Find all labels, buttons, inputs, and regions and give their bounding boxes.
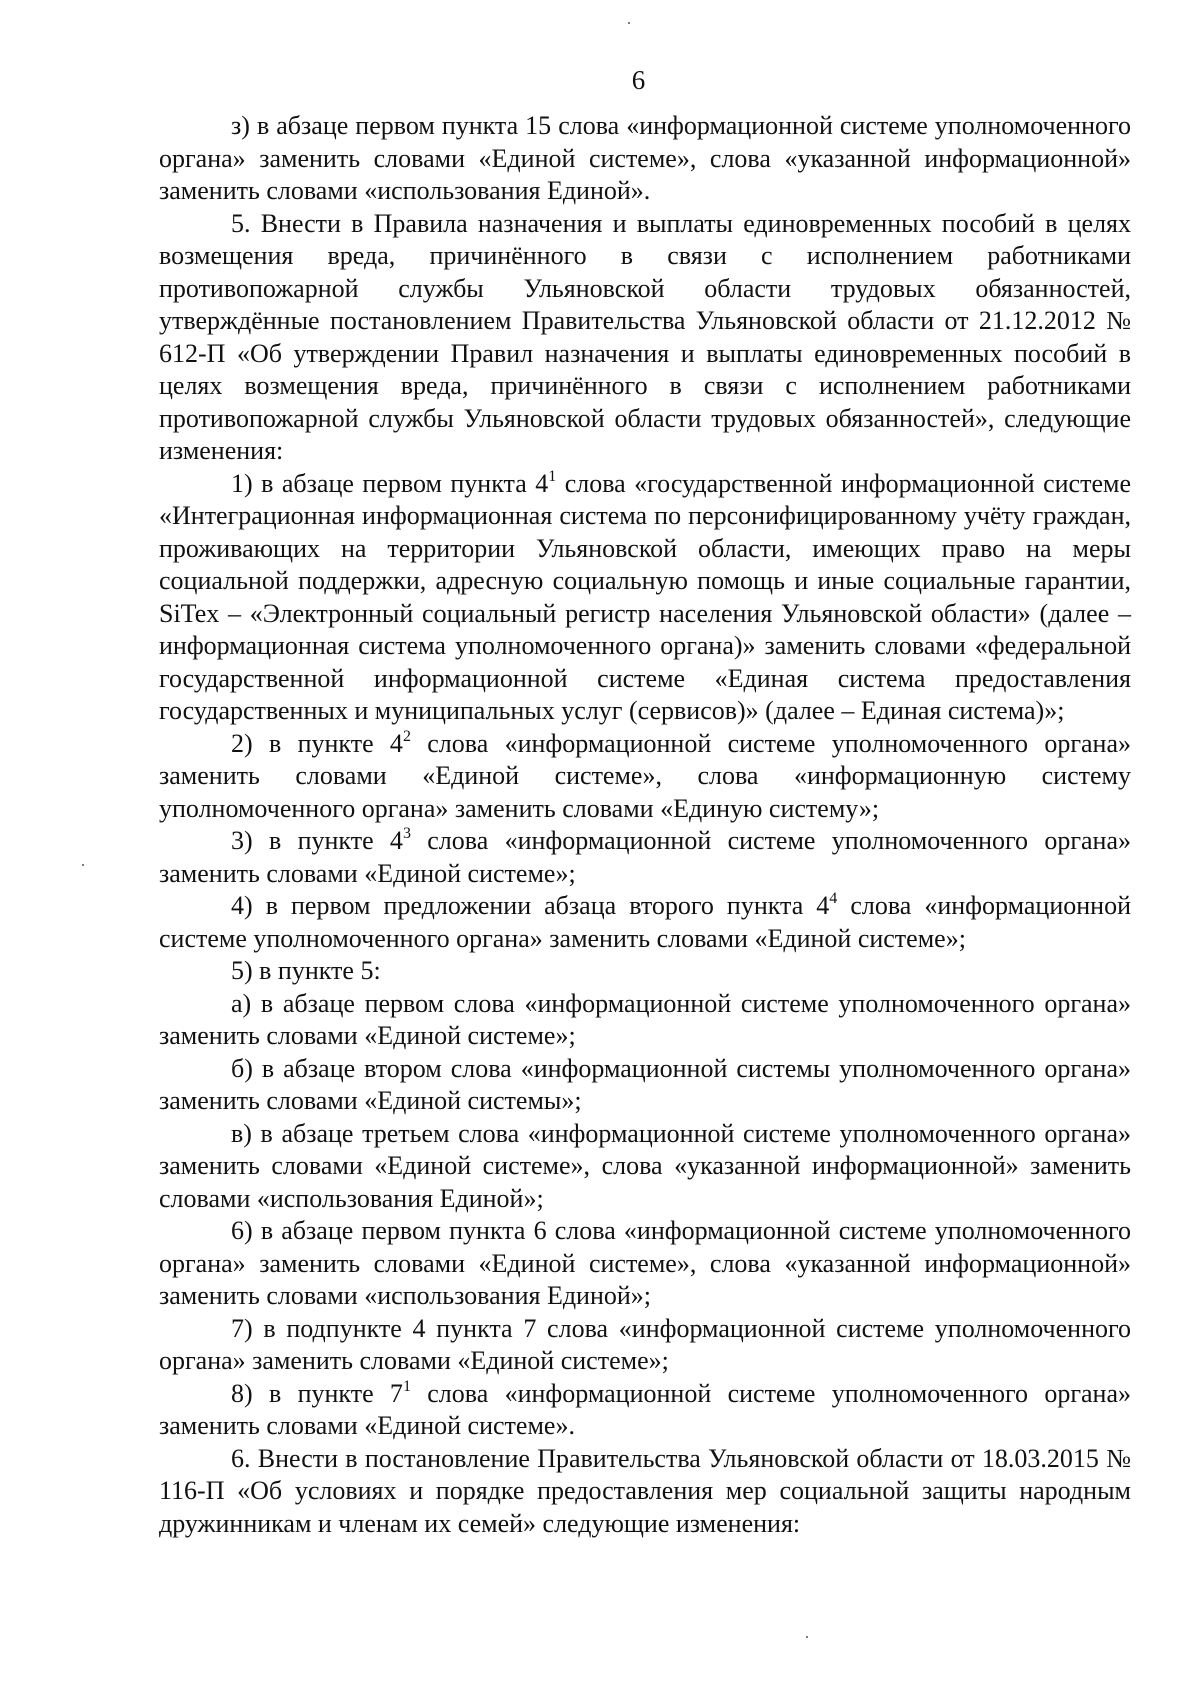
- paragraph-text: слова «информационной системе уполномоченного органа» заменить словами «Единой системе»;: [159, 891, 1131, 953]
- paragraph-text: 6. Внести в постановление Правительства Ульяновской области от 18.03.2015 № 116-П «Об условиях и порядке предоставления мер социальной защиты народным дружинникам и членам их семей» следующие изменения:: [159, 1443, 1131, 1538]
- paragraph-text: 7) в подпункте 4 пункта 7 слова «информационной системе уполномоченного органа» заменить словами «Единой системе»;: [159, 1313, 1131, 1375]
- paragraph: [159, 988, 1131, 1053]
- paragraph: [159, 1313, 1131, 1378]
- page-number: 6: [631, 65, 646, 95]
- paragraph: [159, 955, 1131, 988]
- paragraph-text: 2) в пункте 4: [231, 728, 403, 758]
- document-body: [159, 110, 1131, 1540]
- scan-speck: [806, 1636, 808, 1638]
- paragraph: [159, 1215, 1131, 1313]
- scan-speck: [82, 864, 84, 866]
- paragraph-text: 6) в абзаце первом пункта 6 слова «информационной системе уполномоченного органа» заменить словами «Единой системе», слова «указанной информационной» заменить словами «использования Единой»;: [159, 1216, 1131, 1310]
- superscript-index: 1: [548, 467, 557, 485]
- paragraph: [159, 728, 1131, 826]
- paragraph-text: 5. Внести в Правила назначения и выплаты единовременных пособий в целях возмещения вреда, причинённого в связи с исполнением работниками противопожарной службы Ульяновской области трудовых обязанностей, утверждённые постановлением Правительства Ульяновской области от 21.12.2012 № 612-П «Об утверждении Правил назначения и выплаты единовременных пособий в целях возмещения вреда, причинённого в связи с исполнением работниками противопожарной службы Ульяновской области трудовых обязанностей», следующие изменения:: [159, 208, 1131, 465]
- paragraph: [159, 1378, 1131, 1443]
- paragraph-text: б) в абзаце втором слова «информационной системы уполномоченного органа» заменить словами «Единой системы»;: [159, 1053, 1131, 1115]
- paragraph-text: 8) в пункте 7: [231, 1378, 403, 1408]
- superscript-index: 3: [402, 825, 411, 842]
- paragraph: [159, 110, 1131, 208]
- paragraph-text: 1) в абзаце первом пункта 4: [231, 468, 549, 498]
- paragraph: [159, 468, 1131, 728]
- paragraph: [159, 1118, 1131, 1216]
- paragraph: [159, 825, 1131, 890]
- superscript-index: 4: [829, 890, 838, 907]
- paragraph: [159, 890, 1131, 955]
- paragraph-text: слова «информационной системе уполномоченного органа» заменить словами «Единой системе», слова «информационную систему уполномоченного органа» заменить словами «Единую систему»;: [159, 728, 1131, 823]
- superscript-index: 1: [402, 1377, 411, 1395]
- paragraph: [159, 1053, 1131, 1118]
- paragraph: [159, 1443, 1131, 1541]
- paragraph-text: 5) в пункте 5:: [231, 956, 381, 985]
- paragraph-text: а) в абзаце первом слова «информационной системе уполномоченного органа» заменить словами «Единой системе»;: [159, 988, 1131, 1050]
- scan-speck: [628, 22, 630, 24]
- paragraph: [159, 208, 1131, 468]
- paragraph-text: слова «информационной системе уполномоченного органа» заменить словами «Единой системе»;: [159, 826, 1131, 888]
- paragraph-text: слова «информационной системе уполномоченного органа» заменить словами «Единой системе».: [159, 1378, 1131, 1440]
- paragraph-text: в) в абзаце третьем слова «информационной системе уполномоченного органа» заменить словами «Единой системе», слова «указанной информационной» заменить словами «использования Единой»;: [159, 1118, 1131, 1213]
- paragraph-text: слова «государственной информационной системе «Интеграционная информационная система по персонифицированному учёту граждан, проживающих на территории Ульяновской области, имеющих право на меры социальной поддержки, адресную социальную помощь и иные социальные гарантии, SiTex – «Электронный социальный регистр населения Ульяновской области» (далее – информационная система уполномоченного органа)» заменить словами «федеральной государственной информационной системе «Единая система предоставления государственных и муниципальных услуг (сервисов)» (далее – Единая система)»;: [159, 468, 1131, 725]
- superscript-index: 2: [402, 727, 411, 745]
- paragraph-text: 4) в первом предложении абзаца второго пункта 4: [231, 891, 830, 920]
- paragraph-text: 3) в пункте 4: [231, 826, 403, 855]
- paragraph-text: з) в абзаце первом пункта 15 слова «информационной системе уполномоченного органа» заменить словами «Единой системе», слова «указанной информационной» заменить словами «использования Единой».: [159, 111, 1131, 205]
